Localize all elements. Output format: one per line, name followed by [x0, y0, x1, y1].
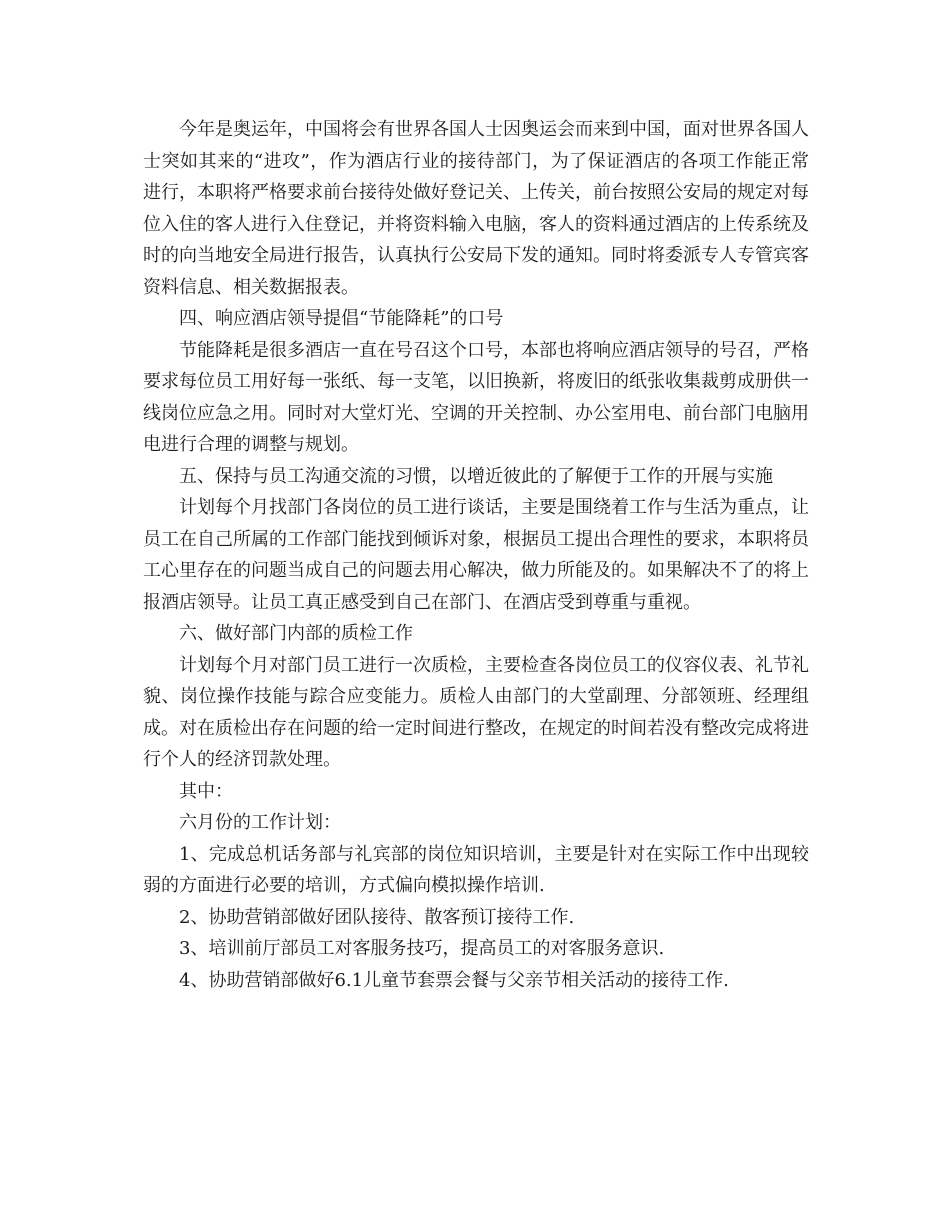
paragraph-among-them: 其中： — [179, 780, 233, 802]
list-item-june-3: 3、培训前厅部员工对客服务技巧，提高员工的对客服务意识. — [179, 938, 665, 959]
paragraph-olympics-reception: 今年是奥运年，中国将会有世界各国人士因奥运会而来到中国，面对世界各国人士突如其来的“进攻”，作为酒店行业的接待部门，为了保证酒店的各项工作能正常进行，本职将严格要求前台接待处做好登记关、上传关，前台按照公安局的规定对每位入住的客人进行入住登记，并将资料输入电脑，客人的资料通过酒店的上传系统及时的向当地安全局进行报告，认真执行公安局下发的通知。同时将委派专人专管宾客资料信息、相关数据报表。 — [143, 119, 809, 298]
heading-june-plan: 六月份的工作计划： — [179, 812, 341, 833]
section-heading-energy-saving: 四、响应酒店领导提倡“节能降耗”的口号 — [179, 308, 504, 329]
list-item-june-2: 2、协助营销部做好团队接待、散客预订接待工作. — [179, 906, 575, 928]
paragraph-energy-saving: 节能降耗是很多酒店一直在号召这个口号，本部也将响应酒店领导的号召，严格要求每位员工用好每一张纸、每一支笔，以旧换新，将废旧的纸张收集裁剪成册供一线岗位应急之用。同时对大堂灯光、空调的开关控制、办公室用电、前台部门电脑用电进行合理的调整与规划。 — [143, 339, 809, 455]
paragraph-quality-check: 计划每个月对部门员工进行一次质检，主要检查各岗位员工的仪容仪表、礼节礼貌、岗位操作技能与踪合应变能力。质检人由部门的大堂副理、分部领班、经理组成。对在质检出存在问题的给一定时间进行整改，在规定的时间若没有整改完成将进行个人的经济罚款处理。 — [143, 654, 809, 770]
section-heading-communication: 五、保持与员工沟通交流的习惯，以增近彼此的了解便于工作的开展与实施 — [179, 465, 773, 487]
section-heading-quality-check: 六、做好部门内部的质检工作 — [179, 623, 413, 644]
list-item-june-4: 4、协助营销部做好6.1儿童节套票会餐与父亲节相关活动的接待工作. — [179, 969, 729, 991]
list-item-june-1: 1、完成总机话务部与礼宾部的岗位知识培训，主要是针对在实际工作中出现较弱的方面进行必要的培训，方式偏向模拟操作培训. — [143, 843, 809, 896]
paragraph-communication: 计划每个月找部门各岗位的员工进行谈话，主要是围绕着工作与生活为重点，让员工在自己所属的工作部门能找到倾诉对象，根据员工提出合理性的要求，本职将员工心里存在的问题当成自己的问题去用心解决，做力所能及的。如果解决不了的将上报酒店领导。让员工真正感受到自己在部门、在酒店受到尊重与重视。 — [143, 497, 809, 613]
document-body — [143, 114, 809, 996]
